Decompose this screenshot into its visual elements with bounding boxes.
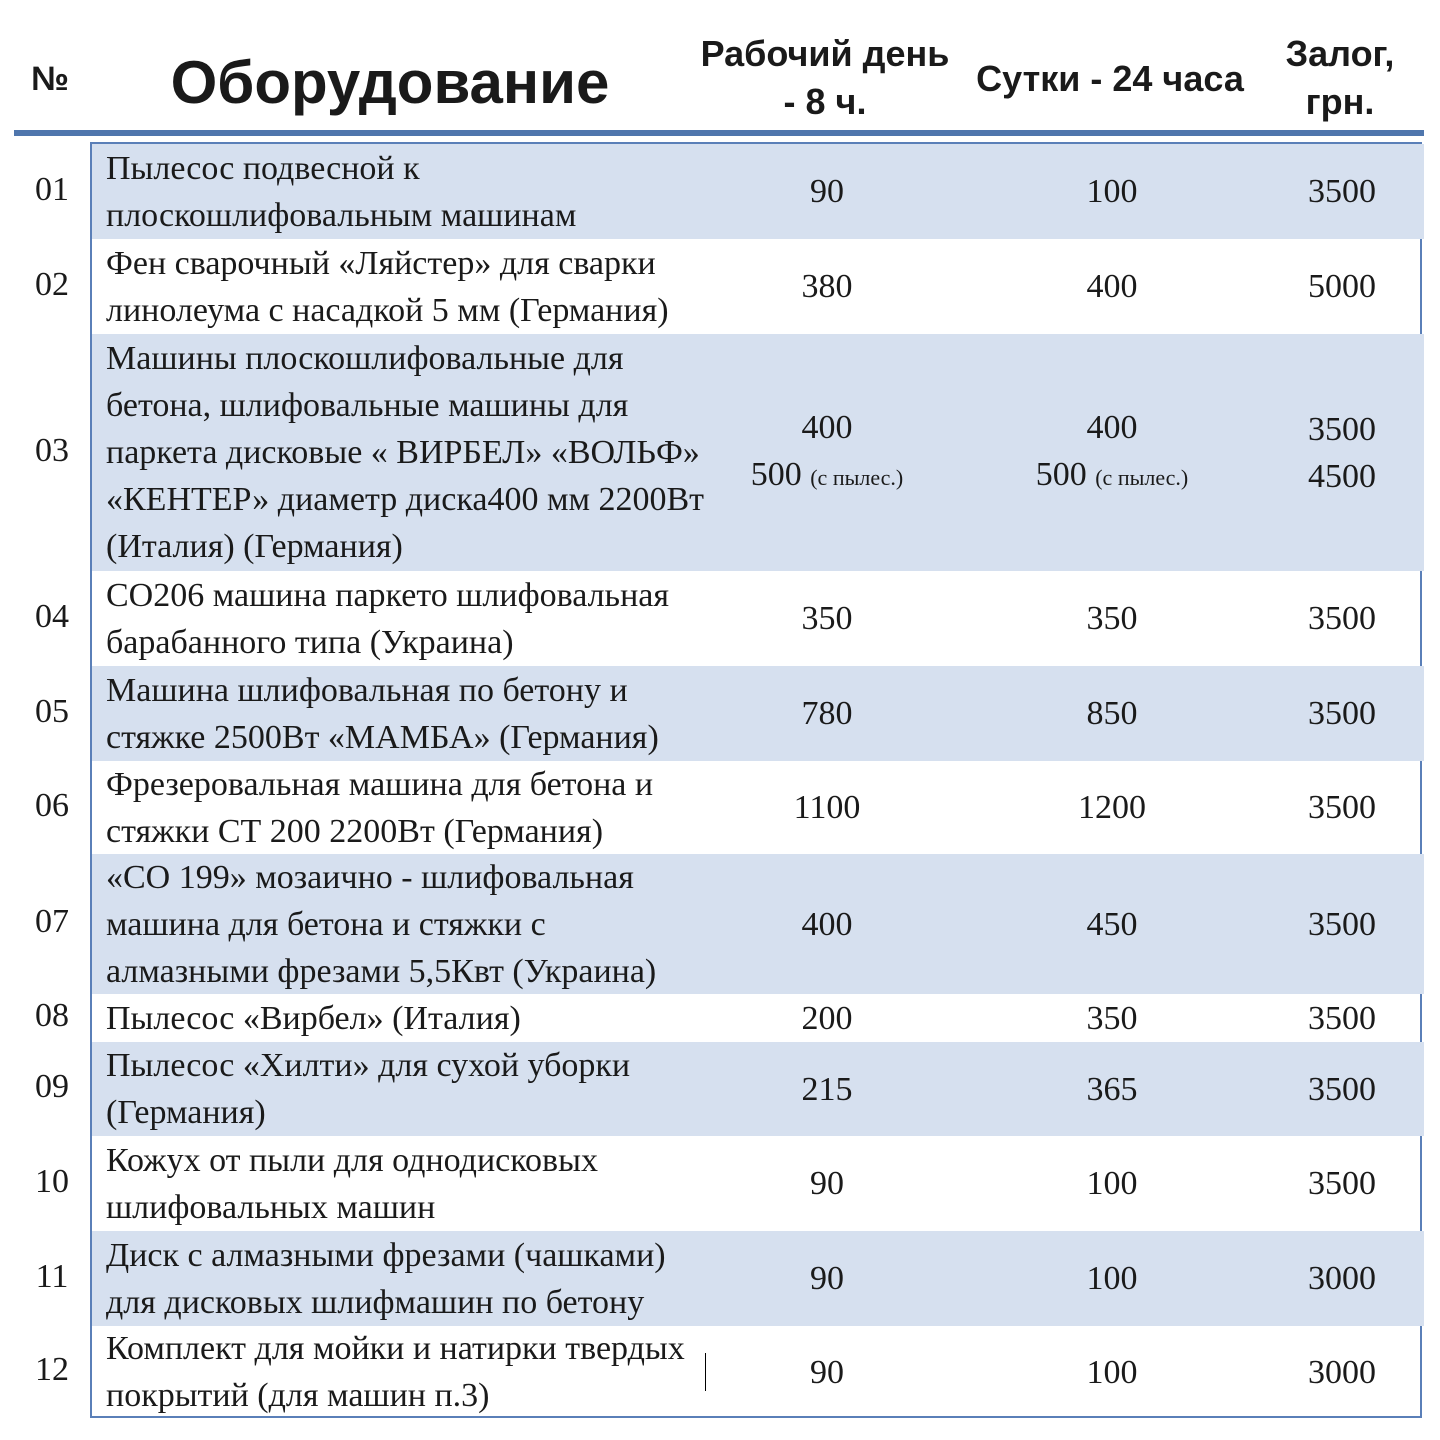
- deposit-amount: 3000: [1308, 1353, 1376, 1391]
- workday-price: 1100: [793, 789, 861, 826]
- header-workday-line1: Рабочий день: [700, 33, 950, 74]
- header-24h: Сутки - 24 часа: [976, 58, 1244, 99]
- equipment-name: Диск с алмазными фрезами (чашками) для дисковых шлифмашин по бетону: [106, 1236, 666, 1321]
- day24-price: 450: [1086, 905, 1138, 943]
- workday-price: 400 500 (с пылес.): [750, 409, 904, 493]
- day24-price: 100: [1086, 1260, 1138, 1297]
- table-row: [92, 1231, 1424, 1326]
- workday-price: 90: [810, 1260, 844, 1297]
- equipment-name: Пылесос «Вирбел» (Италия): [106, 999, 521, 1037]
- header-workday-line2: - 8 ч.: [783, 81, 867, 122]
- row-number: 07: [35, 903, 69, 940]
- workday-price: 380: [801, 268, 853, 305]
- row-number: 08: [35, 997, 69, 1034]
- table-header: [0, 0, 1440, 130]
- deposit-amount: 3500: [1308, 600, 1376, 637]
- table-row: [92, 854, 1424, 994]
- row-number: 10: [35, 1162, 69, 1200]
- header-workday: [690, 30, 960, 126]
- price-note: (с пылес.): [1095, 465, 1189, 490]
- table-row: [92, 1042, 1424, 1136]
- header-deposit-line2: грн.: [1305, 81, 1375, 122]
- day24-price: 350: [1086, 600, 1138, 637]
- workday-price: 90: [810, 173, 844, 210]
- header-number: №: [31, 60, 69, 98]
- deposit-amount: 3500: [1308, 173, 1376, 210]
- equipment-name: Машина шлифовальная по бетону и стяжке 2500Вт «МАМБА» (Германия): [106, 671, 659, 756]
- header-equipment: Оборудование: [170, 49, 610, 116]
- equipment-name: Машины плоскошлифовальные для бетона, шлифовальные машины для паркета дисковые « ВИРБЕЛ» «ВОЛЬФ» «КЕНТЕР» диаметр диска400 мм 2200Вт (Италия) (Германия): [106, 340, 705, 565]
- day24-price: 100: [1086, 1353, 1138, 1391]
- equipment-name: Пылесос подвесной к плоскошлифовальным машинам: [106, 149, 577, 234]
- table-row: [92, 761, 1424, 854]
- equipment-name: Комплект для мойки и натирки твердых покрытий (для машин п.3): [106, 1326, 706, 1418]
- row-number: 05: [35, 692, 69, 730]
- day24-price: 100: [1086, 173, 1138, 210]
- table-row: [92, 666, 1424, 761]
- table-row: [92, 239, 1424, 334]
- deposit-amount: 3500 4500: [1308, 410, 1376, 495]
- deposit-amount: 5000: [1308, 268, 1376, 305]
- header-rule: [14, 130, 1424, 136]
- day24-price: 400 500 (с пылес.): [1035, 409, 1189, 493]
- row-number: 01: [35, 170, 69, 208]
- table-row: [92, 1326, 1424, 1418]
- row-number: 02: [35, 265, 69, 303]
- equipment-name: Кожух от пыли для однодисковых шлифовальных машин: [106, 1141, 598, 1226]
- day24-price: 1200: [1078, 789, 1146, 826]
- deposit-amount: 3500: [1308, 1165, 1376, 1202]
- day24-price: 350: [1086, 999, 1138, 1037]
- workday-price: 780: [801, 695, 853, 732]
- workday-price: 90: [810, 1165, 844, 1202]
- deposit-amount: 3500: [1308, 1070, 1376, 1108]
- day24-price: 400: [1086, 268, 1138, 305]
- header-deposit-line1: Залог,: [1285, 33, 1395, 74]
- deposit-amount: 3500: [1308, 999, 1376, 1037]
- header-deposit: [1270, 30, 1410, 126]
- equipment-name: «СО 199» мозаично - шлифовальная машина для бетона и стяжки с алмазными фрезами 5,5Квт (Украина): [106, 858, 657, 990]
- day24-price: 365: [1086, 1070, 1138, 1108]
- row-number: 12: [35, 1351, 69, 1388]
- row-number: 06: [35, 786, 69, 824]
- day24-price: 100: [1086, 1165, 1138, 1202]
- deposit-amount: 3500: [1308, 695, 1376, 732]
- day24-price: 850: [1086, 695, 1138, 732]
- row-number: 11: [35, 1257, 69, 1295]
- workday-price: 90: [810, 1353, 844, 1391]
- text-cursor: [705, 1353, 706, 1391]
- deposit-amount: 3000: [1308, 1260, 1376, 1297]
- table-row: [92, 144, 1424, 239]
- table-row: [92, 994, 1424, 1042]
- price-note: (с пылес.): [810, 465, 904, 490]
- table-row: [92, 1136, 1424, 1231]
- equipment-name: Фен сварочный «Ляйстер» для сварки линолеума с насадкой 5 мм (Германия): [106, 244, 669, 329]
- row-number: 09: [35, 1068, 69, 1105]
- deposit-amount: 3500: [1308, 905, 1376, 943]
- row-number: 03: [35, 431, 69, 469]
- workday-price: 350: [801, 600, 853, 637]
- deposit-amount: 3500: [1308, 789, 1376, 826]
- workday-price: 400: [801, 905, 853, 943]
- workday-price: 200: [801, 999, 853, 1037]
- row-number: 04: [35, 597, 69, 635]
- equipment-name: Пылесос «Хилти» для сухой уборки (Германия): [106, 1047, 631, 1131]
- equipment-name: Фрезеровальная машина для бетона и стяжки СТ 200 2200Вт (Германия): [106, 765, 654, 850]
- equipment-table: [90, 142, 1422, 1418]
- workday-price: 215: [801, 1070, 853, 1108]
- table-row: [92, 571, 1424, 666]
- table-row: [92, 334, 1424, 571]
- equipment-name: СО206 машина паркето шлифовальная барабанного типа (Украина): [106, 576, 669, 661]
